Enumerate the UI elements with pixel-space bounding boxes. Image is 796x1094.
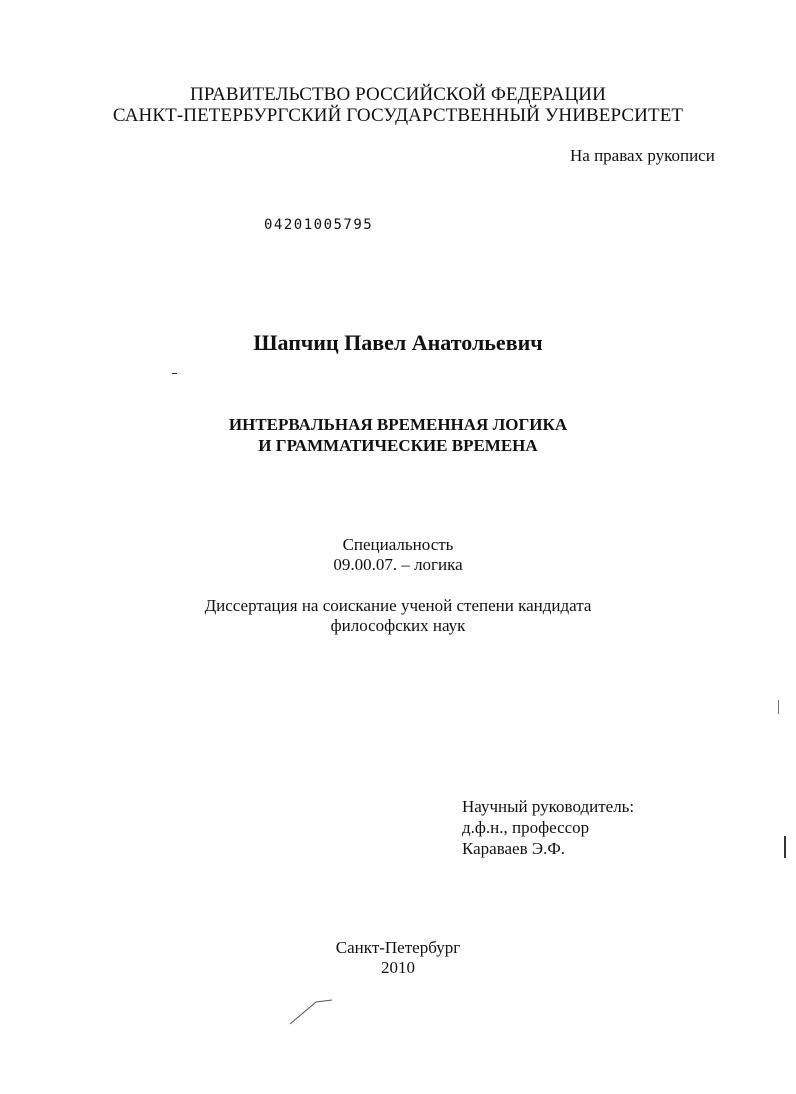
- city: Санкт-Петербург: [335, 938, 461, 957]
- university-line: САНКТ-ПЕТЕРБУРГСКИЙ ГОСУДАРСТВЕННЫЙ УНИВЕРСИТЕТ: [112, 105, 684, 126]
- dissertation-line-1: Диссертация на соискание ученой степени кандидата: [204, 596, 592, 615]
- advisor-name: Караваев Э.Ф.: [462, 839, 566, 858]
- advisor-degree: д.ф.н., профессор: [462, 818, 590, 837]
- author-name: Шапчиц Павел Анатольевич: [253, 330, 543, 355]
- library-code: 04201005795: [264, 217, 374, 233]
- thesis-title-line-2: И ГРАММАТИЧЕСКИЕ ВРЕМЕНА: [258, 436, 538, 455]
- advisor-block: [462, 796, 634, 859]
- pen-stroke-mark: [286, 996, 336, 1028]
- scan-edge-mark: [778, 700, 779, 714]
- manuscript-note: На правах рукописи: [570, 146, 715, 165]
- scan-speck: [172, 373, 177, 374]
- scan-edge-mark: [784, 836, 786, 858]
- government-line: ПРАВИТЕЛЬСТВО РОССИЙСКОЙ ФЕДЕРАЦИИ: [190, 84, 606, 105]
- specialty-label: Специальность: [342, 535, 454, 554]
- specialty-code: 09.00.07. – логика: [333, 555, 463, 574]
- dissertation-line-2: философских наук: [330, 616, 466, 635]
- year: 2010: [381, 958, 415, 977]
- thesis-title-line-1: ИНТЕРВАЛЬНАЯ ВРЕМЕННАЯ ЛОГИКА: [228, 415, 568, 434]
- advisor-label: Научный руководитель:: [462, 797, 635, 816]
